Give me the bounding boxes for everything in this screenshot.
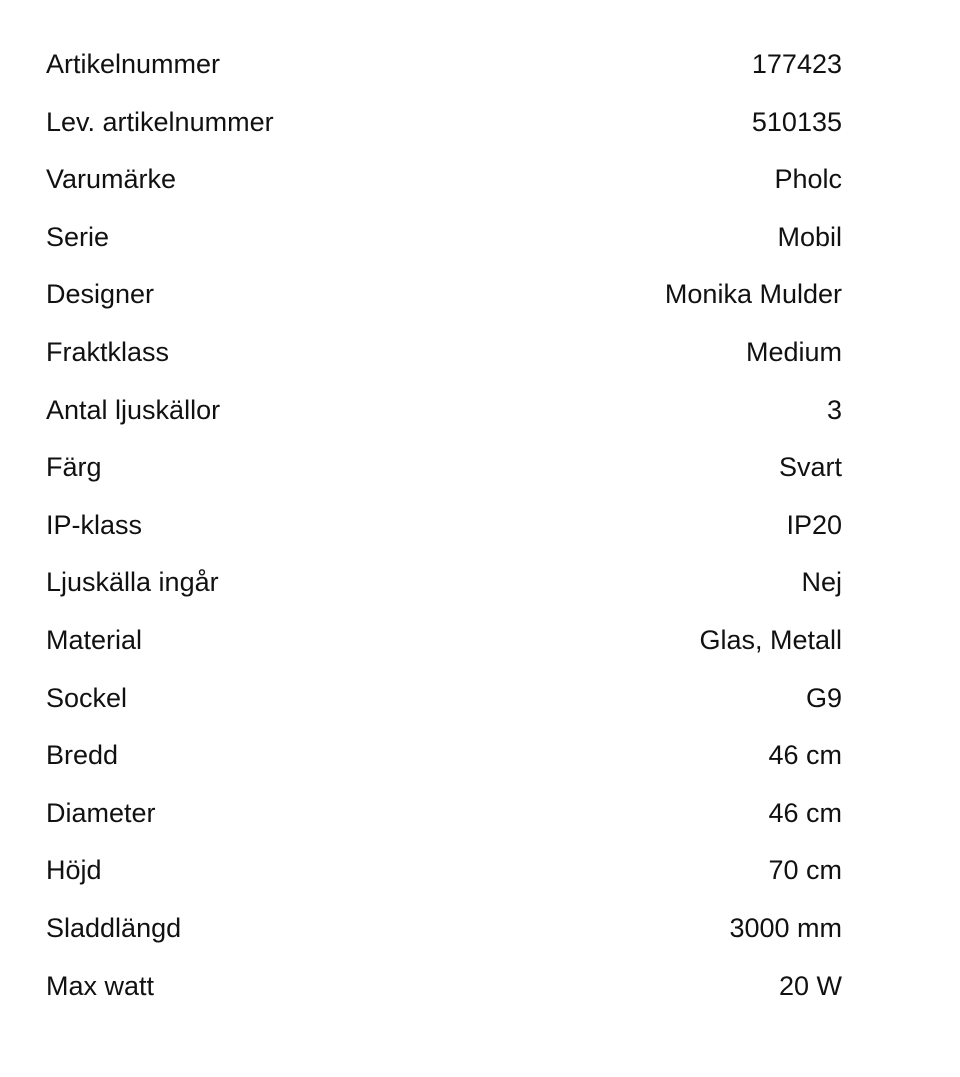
spec-label: Serie [46,221,110,252]
spec-label: Sladdlängd [46,912,182,943]
spec-row-ip-klass [46,497,842,555]
spec-row-serie [46,209,842,267]
spec-row-max-watt [46,958,842,1016]
spec-row-artikelnummer [46,36,842,94]
spec-label: Max watt [46,970,155,1001]
spec-label: Fraktklass [46,336,170,367]
spec-row-hojd [46,842,842,900]
spec-row-material [46,612,842,670]
spec-value: Glas, Metall [699,624,842,655]
spec-label: Diameter [46,797,156,828]
spec-label: Bredd [46,740,119,771]
spec-value: G9 [805,682,842,713]
spec-value: Monika Mulder [664,279,842,310]
spec-label: Varumärke [46,164,177,195]
spec-value: IP20 [786,509,842,540]
spec-row-varumarke [46,151,842,209]
spec-row-farg [46,439,842,497]
spec-label: Antal ljuskällor [46,394,221,425]
spec-row-designer [46,266,842,324]
spec-row-fraktklass [46,324,842,382]
spec-label: Ljuskälla ingår [46,567,219,598]
spec-row-lev-artikelnummer [46,94,842,152]
spec-label: IP-klass [46,509,143,540]
spec-value: 3 [826,394,842,425]
spec-label: Designer [46,279,155,310]
spec-row-sladdlangd [46,900,842,958]
spec-label: Lev. artikelnummer [46,106,274,137]
spec-value: Nej [801,567,842,598]
spec-row-ljuskalla-ingar [46,554,842,612]
spec-value: 20 W [778,970,842,1001]
spec-row-sockel [46,670,842,728]
spec-value: 70 cm [768,855,842,886]
spec-value: Mobil [777,221,842,252]
spec-row-diameter [46,785,842,843]
spec-label: Sockel [46,682,128,713]
spec-label: Artikelnummer [46,49,221,79]
product-spec-table [46,36,842,1015]
spec-value: 46 cm [768,797,842,828]
spec-value: 46 cm [768,740,842,771]
spec-label: Färg [46,452,102,483]
spec-value: Medium [745,336,842,367]
spec-value: 3000 mm [729,912,842,943]
spec-label: Höjd [46,855,102,886]
spec-value: Svart [778,452,842,483]
spec-row-antal-ljuskallor [46,382,842,440]
spec-row-bredd [46,727,842,785]
spec-value: 510135 [751,106,842,137]
spec-value: 177423 [751,49,842,79]
spec-value: Pholc [774,164,842,195]
spec-label: Material [46,624,143,655]
